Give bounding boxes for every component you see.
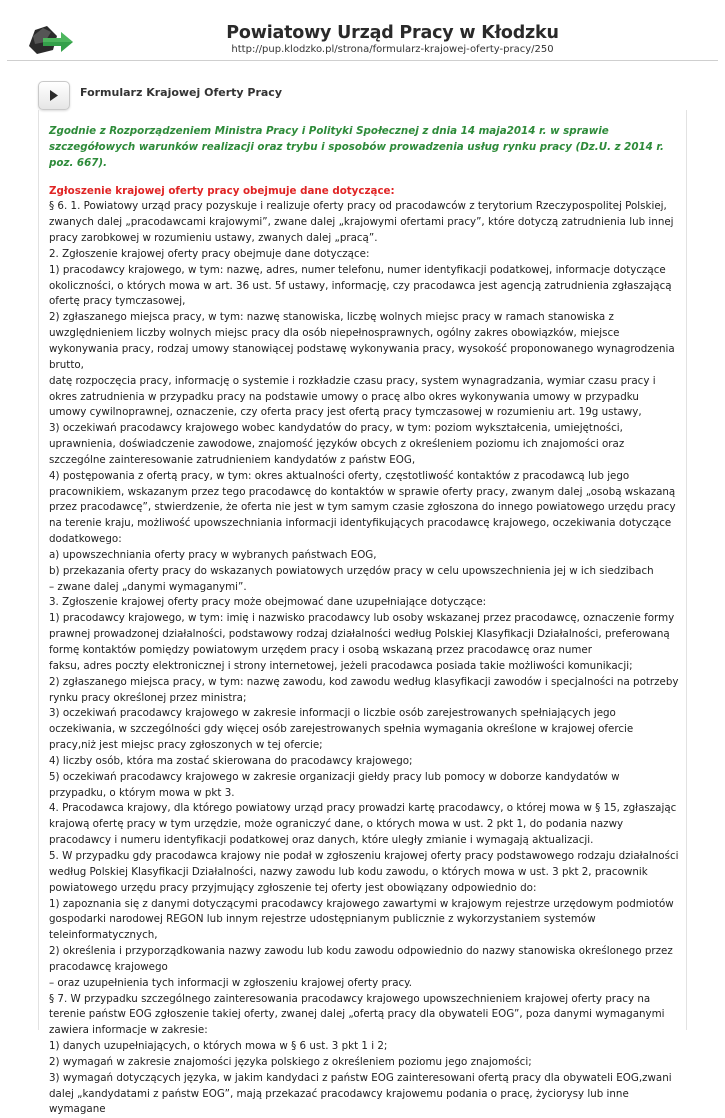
site-title: Powiatowy Urząd Pracy w Kłodzku bbox=[226, 23, 559, 43]
site-header bbox=[0, 0, 725, 62]
paragraph: 5. W przypadku gdy pracodawca krajowy nie podał w zgłoszeniu krajowej oferty pracy podstawowego rodzaju działalności według Polskiej Klasyfikacji Działalności, nazwy zawodu lub kodu zawodu, o których mowa w ust. 3 pkt 2, pracownik powiatowego urzędu pracy przyjmujący zgłoszenie tej oferty jest obowiązany odpowiednio do: bbox=[49, 849, 679, 894]
paragraph: 1) danych uzupełniających, o których mowa w § 6 ust. 3 pkt 1 i 2; bbox=[49, 1040, 388, 1053]
paragraph: 4. Pracodawca krajowy, dla którego powiatowy urząd pracy prowadzi kartę pracodawcy, o której mowa w § 15, zgłaszając krajową ofertę pracy w tym urzędzie, może ograniczyć dane, o których mowa w ust. 2 pkt 1, do podania nazwy pracodawcy i numeru identyfikacji podatkowej oraz danych, które uległy zmianie i wymagają aktualizacji. bbox=[49, 802, 677, 847]
paragraph: 1) pracodawcy krajowego, w tym: imię i nazwisko pracodawcy lub osoby wskazanej przez pracodawcę, oznaczenie formy prawnej prowadzonej działalności, podstawowy rodzaj działalności według Polskiej Klasyfikacji Działalności, preferowaną formę kontaktów pomiędzy powiatowym urzędem pracy i osobą wskazaną przez pracodawcę oraz numer bbox=[49, 612, 675, 656]
paragraph: 2) określenia i przyporządkowania nazwy zawodu lub kodu zawodu odpowiednio do nazwy stanowiska określonego przez pracodawcę krajowego bbox=[49, 945, 673, 973]
paragraph: 2) wymagań w zakresie znajomości języka polskiego z określeniem poziomu jego znajomości; bbox=[49, 1055, 532, 1068]
paragraph: § 7. W przypadku szczególnego zainteresowania pracodawcy krajowego upowszechnieniem krajowej oferty pracy na terenie państw EOG zgłoszenie takiej oferty, zwanej dalej „ofertą pracy dla obywateli EOG”, poza danymi wymaganymi zawiera informacje w zakresie: bbox=[49, 992, 665, 1037]
paragraph: 3) oczekiwań pracodawcy krajowego w zakresie informacji o liczbie osób zarejestrowanych spełniających jego oczekiwania, w szczególności gdy więcej osób zarejestrowanych spełnia wymagania określone w krajowej ofercie pracy,niż jest miejsc pracy zgłoszonych w tej ofercie; bbox=[49, 707, 634, 752]
legal-basis-intro: Zgodnie z Rozporządzeniem Ministra Pracy i Polityki Społecznej z dnia 14 maja2014 r. w sprawie szczegółowych warunków realizacji oraz trybu i sposobów prowadzenia usług rynku pracy (Dz.U. z 2014 r. poz. 667). bbox=[49, 125, 664, 169]
site-url[interactable]: http://pup.klodzko.pl/strona/formularz-krajowej-oferty-pracy/250 bbox=[231, 44, 554, 55]
article-body bbox=[49, 124, 679, 1118]
paragraph-list bbox=[49, 199, 679, 1118]
back-button[interactable] bbox=[38, 81, 70, 110]
paragraph: – oraz uzupełnienia tych informacji w zgłoszeniu krajowej oferty pracy. bbox=[49, 976, 413, 989]
paragraph: 2) zgłaszanego miejsca pracy, w tym: nazwę zawodu, kod zawodu według klasyfikacji zawodów i specjalności na potrzeby rynku pracy określonej przez ministra; bbox=[49, 675, 679, 704]
paragraph: 4) liczby osób, która ma zostać skierowana do pracodawcy krajowego; bbox=[49, 754, 413, 767]
paragraph: – zwane dalej „danymi wymaganymi”. bbox=[49, 580, 247, 593]
paragraph: 1) pracodawcy krajowego, w tym: nazwę, adres, numer telefonu, numer identyfikacji podatkowej, informacje dotyczące okoliczności, o których mowa w art. 36 ust. 5f ustawy, informację, czy pracodawca jest agencją zatrudnienia zgłaszającą ofertę pracy tymczasowej, bbox=[49, 263, 672, 308]
section-heading: Zgłoszenie krajowej oferty pracy obejmuje dane dotyczące: bbox=[49, 184, 395, 197]
paragraph: b) przekazania oferty pracy do wskazanych powiatowych urzędów pracy w celu upowszechnienia jej w ich siedzibach bbox=[49, 564, 654, 577]
paragraph: a) upowszechniania oferty pracy w wybranych państwach EOG, bbox=[49, 548, 377, 561]
page-title: Formularz Krajowej Oferty Pracy bbox=[80, 86, 282, 99]
paragraph: datę rozpoczęcia pracy, informację o systemie i rozkładzie czasu pracy, system wynagradzania, wymiar czasu pracy i okres zatrudnienia w przypadku pracy na podstawie umowy o pracę albo okres wykonywania umowy w przypadku umowy cywilnoprawnej, oznaczenie, czy oferta pracy jest ofertą pracy tymczasowej w rozumieniu art. 19g ustawy, bbox=[49, 374, 656, 419]
paragraph: 3. Zgłoszenie krajowej oferty pracy może obejmować dane uzupełniające dotyczące: bbox=[49, 596, 487, 609]
paragraph: § 6. 1. Powiatowy urząd pracy pozyskuje i realizuje oferty pracy od pracodawców z terytorium Rzeczypospolitej Polskiej, zwanych dalej „pracodawcami krajowymi”, zwane dalej „krajowymi ofertami pracy”, które dotyczą zatrudnienia lub innej pracy zarobkowej w rozumieniu ustawy, zwanych dalej „pracą”. bbox=[49, 200, 674, 245]
paragraph: 4) postępowania z ofertą pracy, w tym: okres aktualności oferty, częstotliwość kontaktów z pracodawcą lub jego pracownikiem, wskazanym przez tego pracodawcę do kontaktów w sprawie oferty pracy, zwanym dalej „osobą wskazaną przez pracodawcę”, stwierdzenie, że oferta nie jest w tym samym czasie zgłoszona do innego powiatowego urzędu pracy na terenie kraju, możliwość upowszechniania informacji identyfikujących pracodawcę krajowego, oczekiwania dotyczące dodatkowego: bbox=[49, 469, 676, 546]
paragraph: 3) oczekiwań pracodawcy krajowego wobec kandydatów do pracy, w tym: poziom wykształcenia, umiejętności, uprawnienia, doświadczenie zawodowe, znajomość języków obcych z określeniem poziomu ich znajomości oraz szczególne zainteresowanie zatrudnieniem kandydatów z państw EOG, bbox=[49, 422, 625, 466]
paragraph: 2) zgłaszanego miejsca pracy, w tym: nazwę stanowiska, liczbę wolnych miejsc pracy w ramach stanowiska z uwzględnieniem liczby wolnych miejsc pracy dla osób niepełnosprawnych, ogólny zakres obowiązków, miejsce wykonywania pracy, rodzaj umowy stanowiącej podstawę wykonywania pracy, wysokość proponowanego wynagrodzenia brutto, bbox=[49, 311, 675, 371]
header-divider bbox=[7, 60, 718, 61]
paragraph: 1) zapoznania się z danymi dotyczącymi pracodawcy krajowego zawartymi w krajowym rejestrze urzędowym podmiotów gospodarki narodowej REGON lub innym rejestrze udostępnianym publicznie z wykorzystaniem systemów teleinformatycznych, bbox=[49, 897, 674, 942]
chevron-right-icon bbox=[49, 89, 59, 102]
paragraph: faksu, adres poczty elektronicznej i strony internetowej, jeżeli pracodawca posiada takie możliwości komunikacji; bbox=[49, 659, 633, 672]
paragraph: 5) oczekiwań pracodawcy krajowego w zakresie organizacji giełdy pracy lub pomocy w doborze kandydatów w przypadku, o którym mowa w pkt 3. bbox=[49, 770, 620, 799]
paragraph: 3) wymagań dotyczących języka, w jakim kandydaci z państw EOG zainteresowani ofertą pracy dla obywateli EOG,zwani dalej „kandydatami z państw EOG”, mają przekazać pracodawcy krajowemu podania o pracę, życiorysy lub inne wymagane bbox=[49, 1071, 672, 1116]
paragraph: 2. Zgłoszenie krajowej oferty pracy obejmuje dane dotyczące: bbox=[49, 247, 370, 260]
